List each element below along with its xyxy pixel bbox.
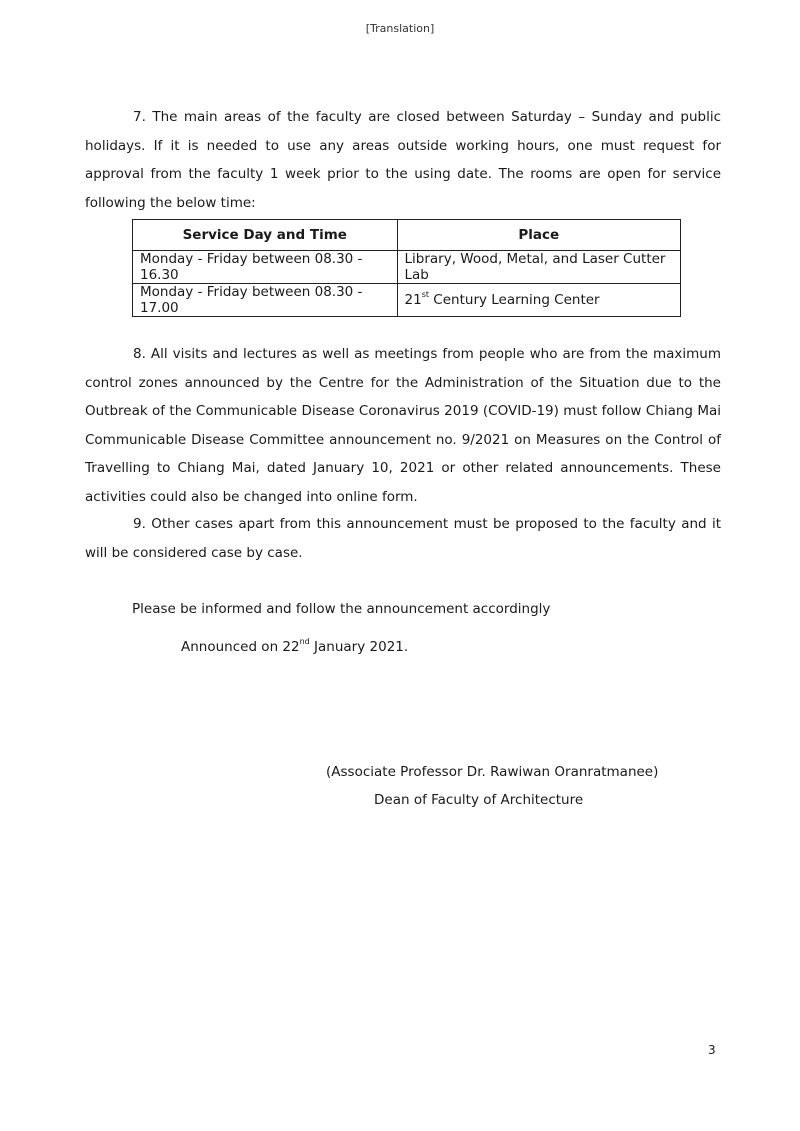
place-ordinal-suffix: st (421, 290, 430, 299)
place-cell: Library, Wood, Metal, and Laser Cutter Lab (397, 251, 680, 284)
signatory-name: (Associate Professor Dr. Rawiwan Oranratmanee) (326, 764, 659, 780)
page-header: [Translation] (365, 22, 435, 35)
paragraph-item-7 (85, 103, 721, 217)
table-header-row (133, 220, 681, 251)
place-ordinal-number: 21 (404, 292, 422, 308)
column-header-place: Place (397, 220, 680, 251)
announcement-date (181, 639, 408, 655)
page-number: 3 (708, 1043, 716, 1057)
place-name-rest: Century Learning Center (429, 292, 600, 308)
paragraph-item-9-text: 9. Other cases apart from this announcement must be proposed to the faculty and it will be considered case by case. (85, 516, 721, 561)
announcement-date-suffix: January 2021. (309, 639, 409, 655)
paragraph-item-8-text: 8. All visits and lectures as well as meetings from people who are from the maximum control zones announced by the Centre for the Administration of the Situation due to the Outbreak of the Communicable Disease Coronavirus 2019 (COVID-19) must follow Chiang Mai Communicable Disease Committee announcement no. 9/2021 on Measures on the Control of Travelling to Chiang Mai, dated January 10, 2021 or other related announcements. These activities could also be changed into online form. (85, 346, 721, 505)
service-time-cell: Monday - Friday between 08.30 - 16.30 (133, 251, 398, 284)
column-header-service-time: Service Day and Time (133, 220, 398, 251)
service-hours-table (132, 219, 681, 317)
signatory-title: Dean of Faculty of Architecture (374, 792, 584, 808)
paragraph-item-8 (85, 340, 721, 511)
service-time-cell: Monday - Friday between 08.30 - 17.00 (133, 284, 398, 317)
announcement-date-prefix: Announced on 22 (181, 639, 300, 655)
announcement-date-ordinal: nd (299, 637, 310, 646)
closing-notice: Please be informed and follow the announcement accordingly (132, 601, 551, 617)
place-cell (397, 284, 680, 317)
paragraph-item-9 (85, 510, 721, 567)
table-row (133, 251, 681, 284)
table-row (133, 284, 681, 317)
paragraph-item-7-text: 7. The main areas of the faculty are closed between Saturday – Sunday and public holidays. If it is needed to use any areas outside working hours, one must request for approval from the faculty 1 week prior to the using date. The rooms are open for service following the below time: (85, 109, 721, 211)
